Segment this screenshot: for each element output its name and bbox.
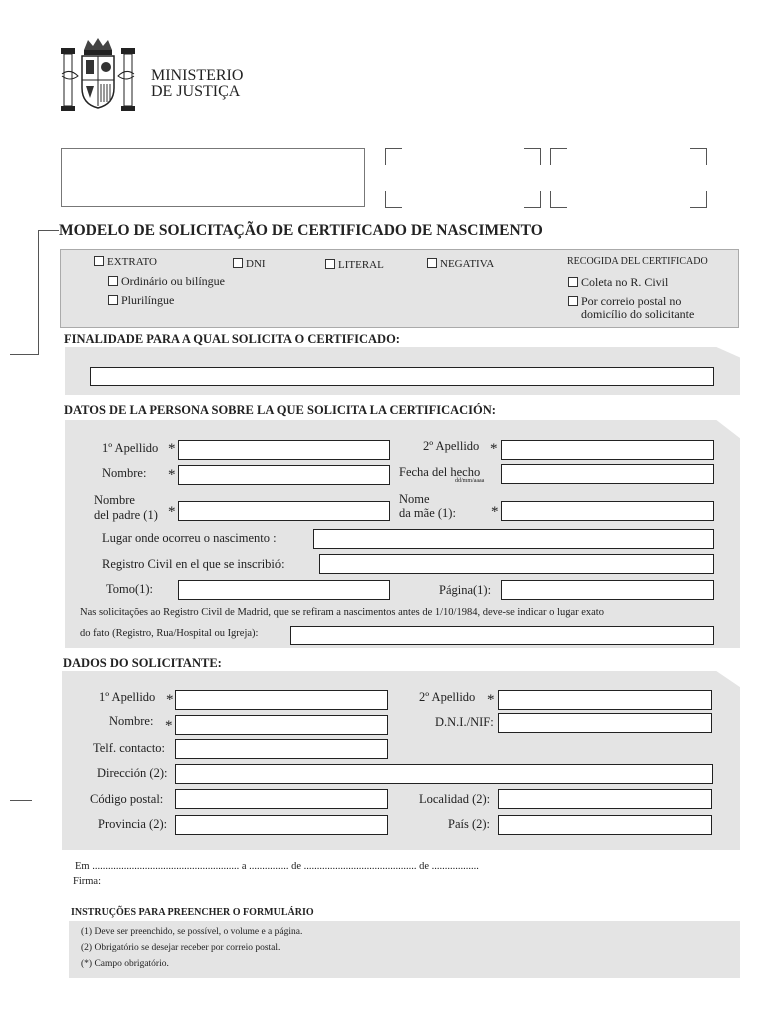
pickup-heading: RECOGIDA DEL CERTIFICADO bbox=[567, 256, 708, 267]
person-registro-label: Registro Civil en el que se inscribió: bbox=[102, 557, 285, 571]
person-lugar-input[interactable] bbox=[313, 529, 714, 549]
entry-stamp-box bbox=[385, 148, 541, 208]
signature-label: Firma: bbox=[73, 876, 101, 887]
person-fecha-label: Fecha del hecho bbox=[399, 465, 481, 479]
person-madrid-note-2: do fato (Registro, Rua/Hospital ou Igreja): bbox=[80, 628, 259, 639]
applicant-apellido1-label: 1º Apellido bbox=[99, 690, 156, 704]
fold-mark-line bbox=[39, 230, 59, 231]
applicant-localidad-input[interactable] bbox=[498, 789, 712, 809]
corner-mark bbox=[524, 148, 541, 165]
checkbox-box[interactable] bbox=[108, 276, 118, 286]
person-madrid-location-input[interactable] bbox=[290, 626, 714, 645]
person-tomo-label: Tomo(1): bbox=[106, 582, 154, 596]
fold-mark-line bbox=[10, 800, 32, 801]
person-fecha-hint: dd/mm/aaaa bbox=[455, 478, 485, 484]
applicant-apellido2-label: 2º Apellido bbox=[419, 690, 476, 704]
checkbox-literal[interactable] bbox=[325, 259, 384, 271]
pickup-mail-label-2: domicílio do solicitante bbox=[581, 307, 695, 321]
checkbox-pickup-registry[interactable] bbox=[568, 275, 668, 290]
applicant-dni-input[interactable] bbox=[498, 713, 712, 733]
applicant-direccion-input[interactable] bbox=[175, 764, 713, 784]
person-pagina-label: Página(1): bbox=[439, 583, 492, 597]
place-date-line: Em ........................................................ a ............... de ........................................... de .................. bbox=[75, 861, 479, 872]
person-lugar-label: Lugar onde ocorreu o nascimento : bbox=[102, 531, 277, 545]
person-tomo-input[interactable] bbox=[178, 580, 390, 600]
person-mae-label-1: Nome bbox=[399, 492, 430, 506]
person-pagina-input[interactable] bbox=[501, 580, 714, 600]
person-apellido1-input[interactable] bbox=[178, 440, 390, 460]
checkbox-box[interactable] bbox=[94, 256, 104, 266]
person-fecha-input[interactable] bbox=[501, 464, 714, 484]
applicant-nombre-input[interactable] bbox=[175, 715, 388, 735]
person-padre-input[interactable] bbox=[178, 501, 390, 521]
checkbox-ordinario-label: Ordinário ou bilíngue bbox=[121, 274, 225, 288]
checkbox-box[interactable] bbox=[568, 296, 578, 306]
instruction-item: (2) Obrigatório se desejar receber por correio postal. bbox=[81, 943, 281, 953]
checkbox-negativa-label: NEGATIVA bbox=[440, 258, 495, 270]
corner-mark bbox=[690, 191, 707, 208]
applicant-dni-label: D.N.I./NIF: bbox=[435, 715, 494, 729]
applicant-provincia-input[interactable] bbox=[175, 815, 388, 835]
corner-mark bbox=[690, 148, 707, 165]
corner-mark bbox=[550, 148, 567, 165]
person-apellido2-input[interactable] bbox=[501, 440, 714, 460]
applicant-pais-label: País (2): bbox=[448, 817, 491, 831]
person-padre-label-1: Nombre bbox=[94, 493, 135, 507]
instruction-item: (*) Campo obrigatório. bbox=[81, 959, 169, 969]
checkbox-ordinario[interactable] bbox=[108, 274, 225, 289]
person-nombre-label: Nombre: bbox=[102, 466, 147, 480]
applicant-heading: DADOS DO SOLICITANTE: bbox=[63, 656, 222, 670]
person-padre-label-2: del padre (1) bbox=[94, 508, 158, 522]
person-madrid-note-1: Nas solicitações ao Registro Civil de Madrid, que se refiram a nascimentos antes de 1/10/1984, deve-se indicar o lugar exato bbox=[80, 607, 604, 618]
instruction-item: (1) Deve ser preenchido, se possível, o volume e a página. bbox=[81, 927, 303, 937]
applicant-provincia-label: Provincia (2): bbox=[98, 817, 168, 831]
checkbox-dni[interactable] bbox=[233, 258, 266, 270]
checkbox-dni-label: DNI bbox=[246, 258, 266, 270]
applicant-direccion-label: Dirección (2): bbox=[97, 766, 168, 780]
person-apellido2-label: 2º Apellido bbox=[423, 439, 480, 453]
checkbox-pickup-mail-label: Por correio postal no bbox=[581, 294, 682, 308]
checkbox-literal-label: LITERAL bbox=[338, 259, 384, 271]
checkbox-plurilingue-label: Plurilíngue bbox=[121, 293, 175, 307]
person-mae-label-2: da mãe (1): bbox=[399, 506, 456, 520]
applicant-pais-input[interactable] bbox=[498, 815, 712, 835]
required-mark: * bbox=[487, 692, 495, 708]
instructions-heading: INSTRUÇÕES PARA PREENCHER O FORMULÁRIO bbox=[71, 907, 314, 918]
corner-mark bbox=[385, 148, 402, 165]
person-nombre-input[interactable] bbox=[178, 465, 390, 485]
checkbox-negativa[interactable] bbox=[427, 258, 494, 270]
applicant-telefono-input[interactable] bbox=[175, 739, 388, 759]
checkbox-plurilingue[interactable] bbox=[108, 293, 174, 308]
exit-stamp-box bbox=[550, 148, 707, 208]
required-mark: * bbox=[166, 692, 174, 708]
corner-mark bbox=[524, 191, 541, 208]
person-registro-input[interactable] bbox=[319, 554, 714, 574]
required-mark: * bbox=[491, 504, 499, 520]
required-mark: * bbox=[165, 718, 173, 734]
corner-mark bbox=[550, 191, 567, 208]
fold-mark-line bbox=[38, 230, 39, 354]
form-title: MODELO DE SOLICITAÇÃO DE CERTIFICADO DE NASCIMENTO bbox=[59, 222, 543, 239]
checkbox-box[interactable] bbox=[108, 295, 118, 305]
ministry-name-line1: MINISTERIO bbox=[151, 67, 244, 84]
applicant-nombre-label: Nombre: bbox=[109, 714, 154, 728]
purpose-heading: FINALIDADE PARA A QUAL SOLICITA O CERTIFICADO: bbox=[64, 332, 400, 346]
ministry-logo bbox=[58, 36, 138, 114]
applicant-postal-input[interactable] bbox=[175, 789, 388, 809]
checkbox-box[interactable] bbox=[427, 258, 437, 268]
applicant-apellido1-input[interactable] bbox=[175, 690, 388, 710]
required-mark: * bbox=[168, 504, 176, 520]
checkbox-extrato[interactable] bbox=[94, 256, 157, 268]
applicant-postal-label: Código postal: bbox=[90, 792, 164, 806]
checkbox-box[interactable] bbox=[568, 277, 578, 287]
required-mark: * bbox=[490, 441, 498, 457]
person-apellido1-label: 1º Apellido bbox=[102, 441, 159, 455]
checkbox-box[interactable] bbox=[233, 258, 243, 268]
applicant-apellido2-input[interactable] bbox=[498, 690, 712, 710]
person-mae-input[interactable] bbox=[501, 501, 714, 521]
checkbox-extrato-label: EXTRATO bbox=[107, 256, 157, 268]
applicant-localidad-label: Localidad (2): bbox=[419, 792, 491, 806]
required-mark: * bbox=[168, 441, 176, 457]
registry-stamp-box bbox=[61, 148, 365, 207]
ministry-name-line2: DE JUSTIÇA bbox=[151, 83, 241, 100]
coat-of-arms-icon bbox=[58, 36, 138, 114]
purpose-input[interactable] bbox=[90, 367, 714, 386]
checkbox-box[interactable] bbox=[325, 259, 335, 269]
corner-mark bbox=[385, 191, 402, 208]
fold-mark-line bbox=[10, 354, 39, 355]
person-heading: DATOS DE LA PERSONA SOBRE LA QUE SOLICITA LA CERTIFICACIÓN: bbox=[64, 403, 496, 417]
required-mark: * bbox=[168, 467, 176, 483]
applicant-telefono-label: Telf. contacto: bbox=[93, 741, 166, 755]
checkbox-pickup-registry-label: Coleta no R. Civil bbox=[581, 275, 669, 289]
